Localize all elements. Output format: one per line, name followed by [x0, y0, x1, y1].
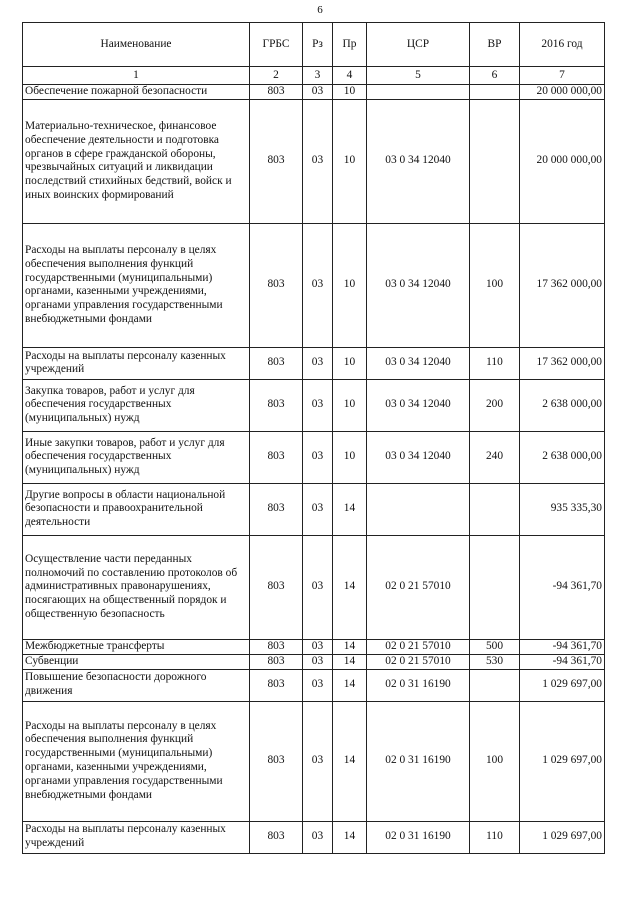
column-number: 6: [470, 67, 520, 85]
row-csr: 03 0 34 12040: [367, 347, 470, 379]
row-vr: [470, 535, 520, 639]
row-rz: 03: [303, 85, 333, 100]
header-row: [23, 23, 605, 67]
row-csr: 03 0 34 12040: [367, 223, 470, 347]
row-amount: -94 361,70: [520, 654, 605, 669]
row-amount: 935 335,30: [520, 483, 605, 535]
row-vr: [470, 85, 520, 100]
row-pr: 14: [333, 483, 367, 535]
row-pr: 14: [333, 535, 367, 639]
header-pr: Пр: [333, 23, 367, 67]
column-number-row: [23, 67, 605, 85]
row-pr: 10: [333, 431, 367, 483]
row-grbs: 803: [250, 654, 303, 669]
row-vr: 200: [470, 379, 520, 431]
row-pr: 14: [333, 639, 367, 654]
row-vr: 500: [470, 639, 520, 654]
row-name: Расходы на выплаты персоналу казенных учреждений: [23, 347, 250, 379]
row-rz: 03: [303, 379, 333, 431]
row-csr: 03 0 34 12040: [367, 99, 470, 223]
row-pr: 10: [333, 347, 367, 379]
row-amount: 2 638 000,00: [520, 379, 605, 431]
row-vr: 240: [470, 431, 520, 483]
row-pr: 10: [333, 85, 367, 100]
row-name: Материально-техническое, финансовое обеспечение деятельности и подготовка органов в сфере гражданской обороны, чрезвычайных ситуаций и ликвидации последствий стихийных бедствий, войск и иных воинских формирований: [23, 99, 250, 223]
row-vr: 100: [470, 701, 520, 821]
row-name: Расходы на выплаты персоналу казенных учреждений: [23, 821, 250, 853]
row-grbs: 803: [250, 379, 303, 431]
row-name: Закупка товаров, работ и услуг для обеспечения государственных (муниципальных) нужд: [23, 379, 250, 431]
column-number: 7: [520, 67, 605, 85]
row-vr: 530: [470, 654, 520, 669]
row-name: Межбюджетные трансферты: [23, 639, 250, 654]
row-grbs: 803: [250, 821, 303, 853]
row-vr: [470, 669, 520, 701]
table-row: [23, 483, 605, 535]
header-vr: ВР: [470, 23, 520, 67]
row-name: Расходы на выплаты персоналу в целях обеспечения выполнения функций государственными (муниципальными) органами, казенными учреждениями, органами управления государственными внебюджетными фондами: [23, 701, 250, 821]
header-csr: ЦСР: [367, 23, 470, 67]
table-row: [23, 347, 605, 379]
table-row: [23, 535, 605, 639]
row-rz: 03: [303, 701, 333, 821]
table-row: [23, 223, 605, 347]
row-name: Осуществление части переданных полномочий по составлению протоколов об административных правонарушениях, посягающих на общественный порядок и общественную безопасность: [23, 535, 250, 639]
row-pr: 14: [333, 821, 367, 853]
row-pr: 14: [333, 669, 367, 701]
row-pr: 10: [333, 379, 367, 431]
row-grbs: 803: [250, 669, 303, 701]
row-rz: 03: [303, 483, 333, 535]
table-row: [23, 669, 605, 701]
row-amount: 17 362 000,00: [520, 223, 605, 347]
row-name: Обеспечение пожарной безопасности: [23, 85, 250, 100]
header-name: Наименование: [23, 23, 250, 67]
row-pr: 10: [333, 99, 367, 223]
row-name: Субвенции: [23, 654, 250, 669]
row-name: Повышение безопасности дорожного движения: [23, 669, 250, 701]
row-rz: 03: [303, 654, 333, 669]
column-number: 4: [333, 67, 367, 85]
row-name: Другие вопросы в области национальной безопасности и правоохранительной деятельности: [23, 483, 250, 535]
header-grbs: ГРБС: [250, 23, 303, 67]
row-grbs: 803: [250, 431, 303, 483]
column-number: 5: [367, 67, 470, 85]
row-pr: 14: [333, 654, 367, 669]
row-csr: 02 0 31 16190: [367, 821, 470, 853]
row-csr: [367, 483, 470, 535]
row-rz: 03: [303, 223, 333, 347]
row-pr: 14: [333, 701, 367, 821]
table-row: [23, 85, 605, 100]
row-rz: 03: [303, 535, 333, 639]
row-amount: 1 029 697,00: [520, 821, 605, 853]
row-vr: 110: [470, 821, 520, 853]
row-amount: 1 029 697,00: [520, 701, 605, 821]
header-rz: Рз: [303, 23, 333, 67]
row-grbs: 803: [250, 85, 303, 100]
table-row: [23, 821, 605, 853]
row-vr: 100: [470, 223, 520, 347]
row-amount: -94 361,70: [520, 639, 605, 654]
row-vr: [470, 483, 520, 535]
column-number: 1: [23, 67, 250, 85]
row-amount: 17 362 000,00: [520, 347, 605, 379]
row-vr: [470, 99, 520, 223]
row-grbs: 803: [250, 535, 303, 639]
row-csr: 03 0 34 12040: [367, 379, 470, 431]
row-rz: 03: [303, 347, 333, 379]
row-amount: 20 000 000,00: [520, 85, 605, 100]
row-grbs: 803: [250, 639, 303, 654]
row-csr: 02 0 21 57010: [367, 535, 470, 639]
row-rz: 03: [303, 821, 333, 853]
table-body: [23, 23, 605, 854]
table-row: [23, 379, 605, 431]
row-amount: 1 029 697,00: [520, 669, 605, 701]
row-pr: 10: [333, 223, 367, 347]
row-vr: 110: [470, 347, 520, 379]
table-row: [23, 99, 605, 223]
row-grbs: 803: [250, 99, 303, 223]
column-number: 2: [250, 67, 303, 85]
row-amount: 20 000 000,00: [520, 99, 605, 223]
row-csr: 02 0 31 16190: [367, 669, 470, 701]
row-name: Иные закупки товаров, работ и услуг для обеспечения государственных (муниципальных) нужд: [23, 431, 250, 483]
row-csr: [367, 85, 470, 100]
page-number: 6: [317, 4, 323, 16]
header-year: 2016 год: [520, 23, 605, 67]
row-csr: 02 0 21 57010: [367, 639, 470, 654]
row-csr: 02 0 21 57010: [367, 654, 470, 669]
table-row: [23, 654, 605, 669]
row-rz: 03: [303, 99, 333, 223]
row-grbs: 803: [250, 223, 303, 347]
budget-table: [22, 22, 605, 854]
row-grbs: 803: [250, 347, 303, 379]
row-csr: 02 0 31 16190: [367, 701, 470, 821]
row-amount: 2 638 000,00: [520, 431, 605, 483]
row-grbs: 803: [250, 701, 303, 821]
row-csr: 03 0 34 12040: [367, 431, 470, 483]
table-row: [23, 431, 605, 483]
row-rz: 03: [303, 669, 333, 701]
row-amount: -94 361,70: [520, 535, 605, 639]
table-row: [23, 639, 605, 654]
row-rz: 03: [303, 431, 333, 483]
column-number: 3: [303, 67, 333, 85]
row-rz: 03: [303, 639, 333, 654]
row-name: Расходы на выплаты персоналу в целях обеспечения выполнения функций государственными (муниципальными) органами, казенными учреждениями, органами управления государственными внебюджетными фондами: [23, 223, 250, 347]
row-grbs: 803: [250, 483, 303, 535]
table-row: [23, 701, 605, 821]
